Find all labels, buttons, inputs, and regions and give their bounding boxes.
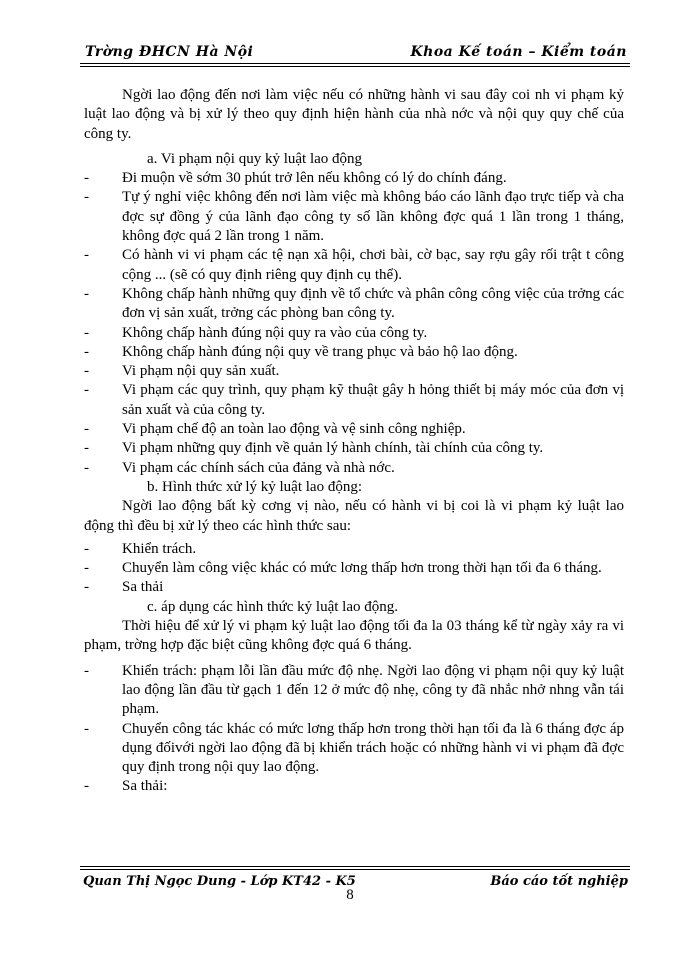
bullet-dash: - — [84, 285, 89, 302]
bullet-dash: - — [84, 540, 89, 557]
list-item: - Vi phạm các quy trình, quy phạm kỹ thuật gây h hỏng thiết bị máy móc của đơn vị sản xuất và của công ty. — [84, 382, 624, 418]
bullet-dash: - — [84, 440, 89, 457]
bullet-dash: - — [84, 560, 89, 577]
section-b-intro: Ngời lao động bất kỳ cơng vị nào, nếu có hành vi bị coi là vi phạm kỷ luật lao động thì đều bị xử lý theo các hình thức sau: — [84, 498, 624, 534]
section-b-title: b. Hình thức xử lý kỷ luật lao động: — [147, 478, 362, 495]
list-item: - Vi phạm chế độ an toàn lao động và vệ sinh công nghiệp. — [84, 420, 624, 439]
list-item: - Vi phạm những quy định về quản lý hành chính, tài chính của công ty. — [84, 439, 624, 458]
list-item: - Vi phạm các chính sách của đảng và nhà nớc. — [84, 459, 624, 478]
intro-paragraph: Ngời lao động đến nơi làm việc nếu có những hành vi sau đây coi nh vi phạm kỷ luật lao động và bị xử lý theo quy định hiện hành của nhà nớc và nội quy quy chế của công ty. — [84, 87, 624, 142]
bullet-dash: - — [84, 363, 89, 380]
section-a-list — [84, 169, 624, 478]
page-body — [84, 86, 624, 797]
bullet-dash: - — [84, 778, 89, 795]
list-item: - Đi muộn về sớm 30 phút trở lên nếu không có lý do chính đáng. — [84, 169, 624, 188]
section-c-list — [84, 662, 624, 797]
list-item: - Chuyển công tác khác có mức lơng thấp hơn trong thời hạn tối đa là 6 tháng đợc áp dụng đốivới ngời lao động đã bị khiển trách hoặc có những hành vi vi phạm đã đợc quy định trong nội quy lao động. — [84, 720, 624, 776]
list-item: - Tự ý nghỉ việc không đến nơi làm việc mà không báo cáo lãnh đạo trực tiếp và cha đợc sự đồng ý của lãnh đạo công ty số lần không đợc quá 1 lần trong 1 tháng, không đợc quá 2 lần trong 1 năm. — [84, 189, 624, 245]
bullet-dash: - — [84, 189, 89, 206]
section-c-title: c. áp dụng các hình thức kỷ luật lao động. — [147, 598, 398, 615]
bullet-dash: - — [84, 324, 89, 341]
list-item: - Sa thải: — [84, 777, 624, 796]
list-item: - Chuyển làm công việc khác có mức lơng thấp hơn trong thời hạn tối đa 6 tháng. — [84, 559, 624, 578]
list-item: - Khiển trách. — [84, 540, 624, 559]
footer-rule-top — [80, 866, 630, 867]
section-b-list — [84, 540, 624, 598]
list-item: - Không chấp hành những quy định về tổ chức và phân công công việc của trởng các đơn vị sản xuất, trởng các phòng ban công ty. — [84, 285, 624, 322]
header-right: Khoa Kế toán – Kiểm toán — [410, 44, 627, 60]
header-left: Trờng ĐHCN Hà Nội — [85, 44, 254, 60]
list-item: - Không chấp hành đúng nội quy về trang phục và bảo hộ lao động. — [84, 343, 624, 362]
bullet-dash: - — [84, 579, 89, 596]
list-item: - Vi phạm nội quy sản xuất. — [84, 362, 624, 381]
bullet-dash: - — [84, 247, 89, 264]
page-number: 8 — [346, 887, 354, 903]
list-item: - Không chấp hành đúng nội quy ra vào của công ty. — [84, 324, 624, 343]
header-rule-bottom — [80, 66, 630, 67]
list-item: - Khiển trách: phạm lỗi lần đầu mức độ nhẹ. Ngời lao động vi phạm nội quy kỷ luật lao động lần đầu từ gạch 1 đến 12 ở mức độ nhẹ, công ty đã nhắc nhở nhng vẫn tái phạm. — [84, 662, 624, 718]
footer-right: Báo cáo tốt nghiệp — [490, 874, 628, 889]
bullet-dash: - — [84, 421, 89, 438]
bullet-dash: - — [84, 720, 89, 737]
list-item: - Sa thải — [84, 578, 624, 597]
bullet-dash: - — [84, 662, 89, 679]
list-item: - Có hành vi vi phạm các tệ nạn xã hội, chơi bài, cờ bạc, say rợu gây rối trật t công cộng ... (sẽ có quy định riêng quy định cụ thể). — [84, 247, 624, 283]
footer-left: Quan Thị Ngọc Dung - Lớp KT42 - K5 — [83, 874, 356, 889]
header-rule-top — [80, 63, 630, 64]
bullet-dash: - — [84, 459, 89, 476]
bullet-dash: - — [84, 343, 89, 360]
footer-rule-bottom — [80, 869, 630, 870]
section-a-title: a. Vi phạm nội quy kỷ luật lao động — [147, 150, 363, 167]
bullet-dash: - — [84, 382, 89, 399]
section-c-intro: Thời hiệu để xử lý vi phạm kỷ luật lao động tối đa la 03 tháng kể từ ngày xảy ra vi phạm, trờng hợp đặc biệt cũng không đợc quá 6 tháng. — [84, 618, 624, 654]
bullet-dash: - — [84, 170, 89, 187]
